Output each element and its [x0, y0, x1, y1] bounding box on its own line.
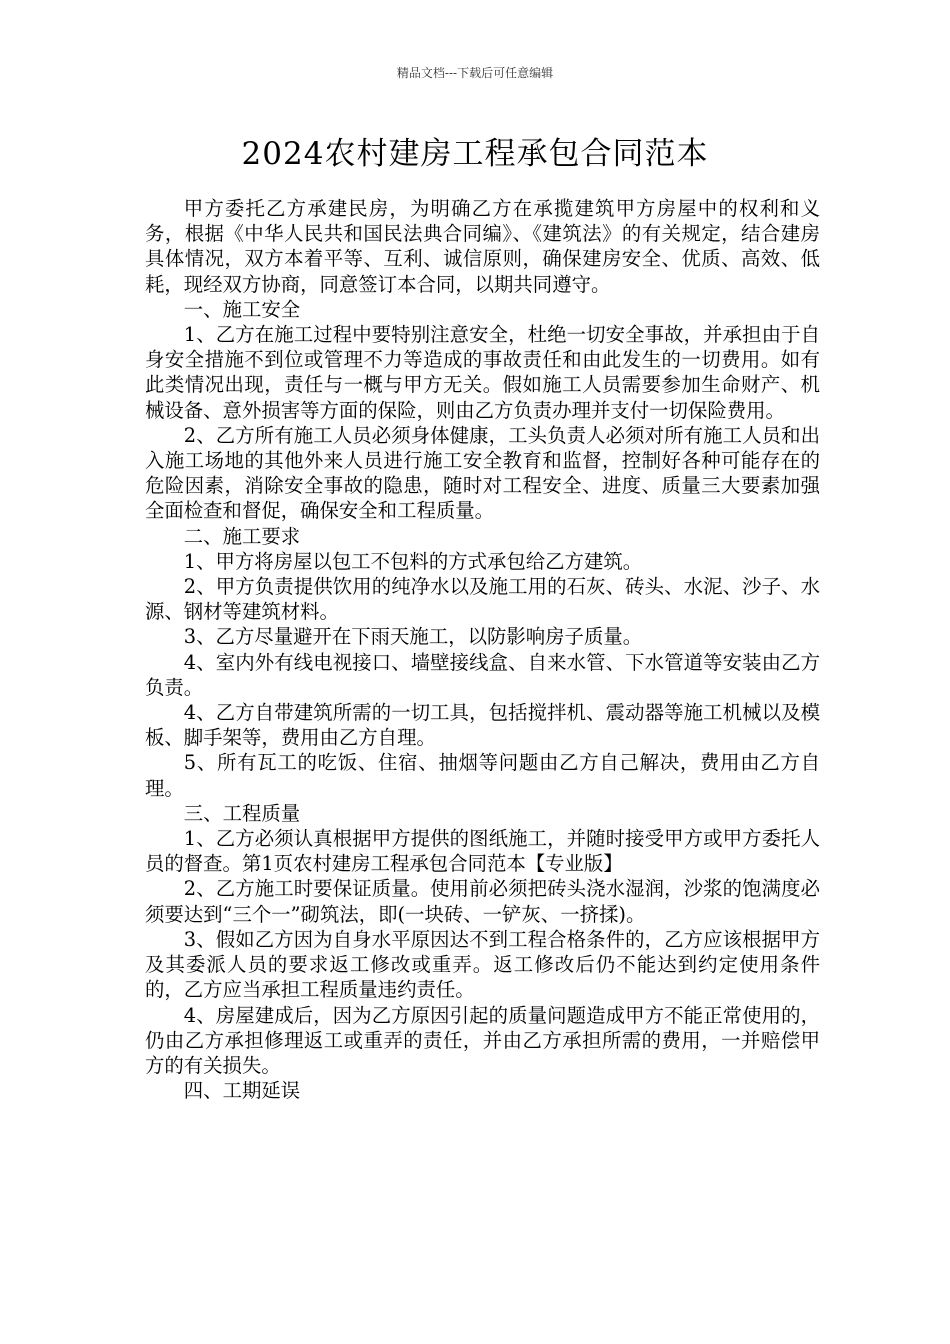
paragraph: 2、乙方施工时要保证质量。使用前必须把砖头浇水湿润，沙浆的饱满度必须要达到“三个一”砌筑法，即(一块砖、一铲灰、一挤揉)。	[145, 877, 820, 926]
paragraph: 3、乙方尽量避开在下雨天施工，以防影响房子质量。	[183, 625, 643, 649]
paragraph: 4、室内外有线电视接口、墙壁接线盒、自来水管、下水管道等安装由乙方负责。	[145, 650, 820, 699]
document-title: 2024农村建房工程承包合同范本	[241, 136, 709, 172]
paragraph: 1、乙方必须认真根据甲方提供的图纸施工，并随时接受甲方或甲方委托人员的督查。第1页农村建房工程承包合同范本【专业版】	[145, 827, 820, 876]
paragraph: 2、乙方所有施工人员必须身体健康，工头负责人必须对所有施工人员和出入施工场地的其他外来人员进行施工安全教育和监督，控制好各种可能存在的危险因素，消除安全事故的隐患，随时对工程安全、进度、质量三大要素加强全面检查和督促，确保安全和工程质量。	[145, 423, 820, 523]
paragraph: 4、乙方自带建筑所需的一切工具，包括搅拌机、震动器等施工机械以及模板、脚手架等，费用由乙方自理。	[145, 701, 820, 750]
section-heading: 三、工程质量	[183, 801, 301, 825]
paragraph: 甲方委托乙方承建民房，为明确乙方在承揽建筑甲方房屋中的权利和义务，根据《中华人民共和国民法典合同编》、《建筑法》的有关规定，结合建房具体情况，双方本着平等、互利、诚信原则，确保建房安全、优质、高效、低耗，现经双方协商，同意签订本合同，以期共同遵守。	[145, 197, 820, 296]
paragraph: 5、所有瓦工的吃饭、住宿、抽烟等问题由乙方自己解决，费用由乙方自理。	[145, 751, 820, 800]
section-heading: 一、施工安全	[183, 297, 301, 321]
document-body	[145, 196, 820, 1103]
paragraph: 2、甲方负责提供饮用的纯净水以及施工用的石灰、砖头、水泥、沙子、水源、钢材等建筑材料。	[145, 575, 820, 624]
section-heading: 二、施工要求	[183, 524, 301, 548]
paragraph: 1、乙方在施工过程中要特别注意安全，杜绝一切安全事故，并承担由于自身安全措施不到位或管理不力等造成的事故责任和由此发生的一切费用。如有此类情况出现，责任与一概与甲方无关。假如施工人员需要参加生命财产、机械设备、意外损害等方面的保险，则由乙方负责办理并支付一切保险费用。	[145, 323, 820, 422]
paragraph: 4、房屋建成后，因为乙方原因引起的质量问题造成甲方不能正常使用的，仍由乙方承担修理返工或重弄的责任，并由乙方承担所需的费用，一并赔偿甲方的有关损失。	[145, 1003, 820, 1077]
section-heading: 四、工期延误	[183, 1079, 301, 1103]
header-note: 精品文档---下载后可任意编辑	[396, 66, 554, 80]
paragraph: 1、甲方将房屋以包工不包料的方式承包给乙方建筑。	[183, 549, 643, 573]
paragraph: 3、假如乙方因为自身水平原因达不到工程合格条件的，乙方应该根据甲方及其委派人员的要求返工修改或重弄。返工修改后仍不能达到约定使用条件的，乙方应当承担工程质量违约责任。	[145, 927, 820, 1002]
